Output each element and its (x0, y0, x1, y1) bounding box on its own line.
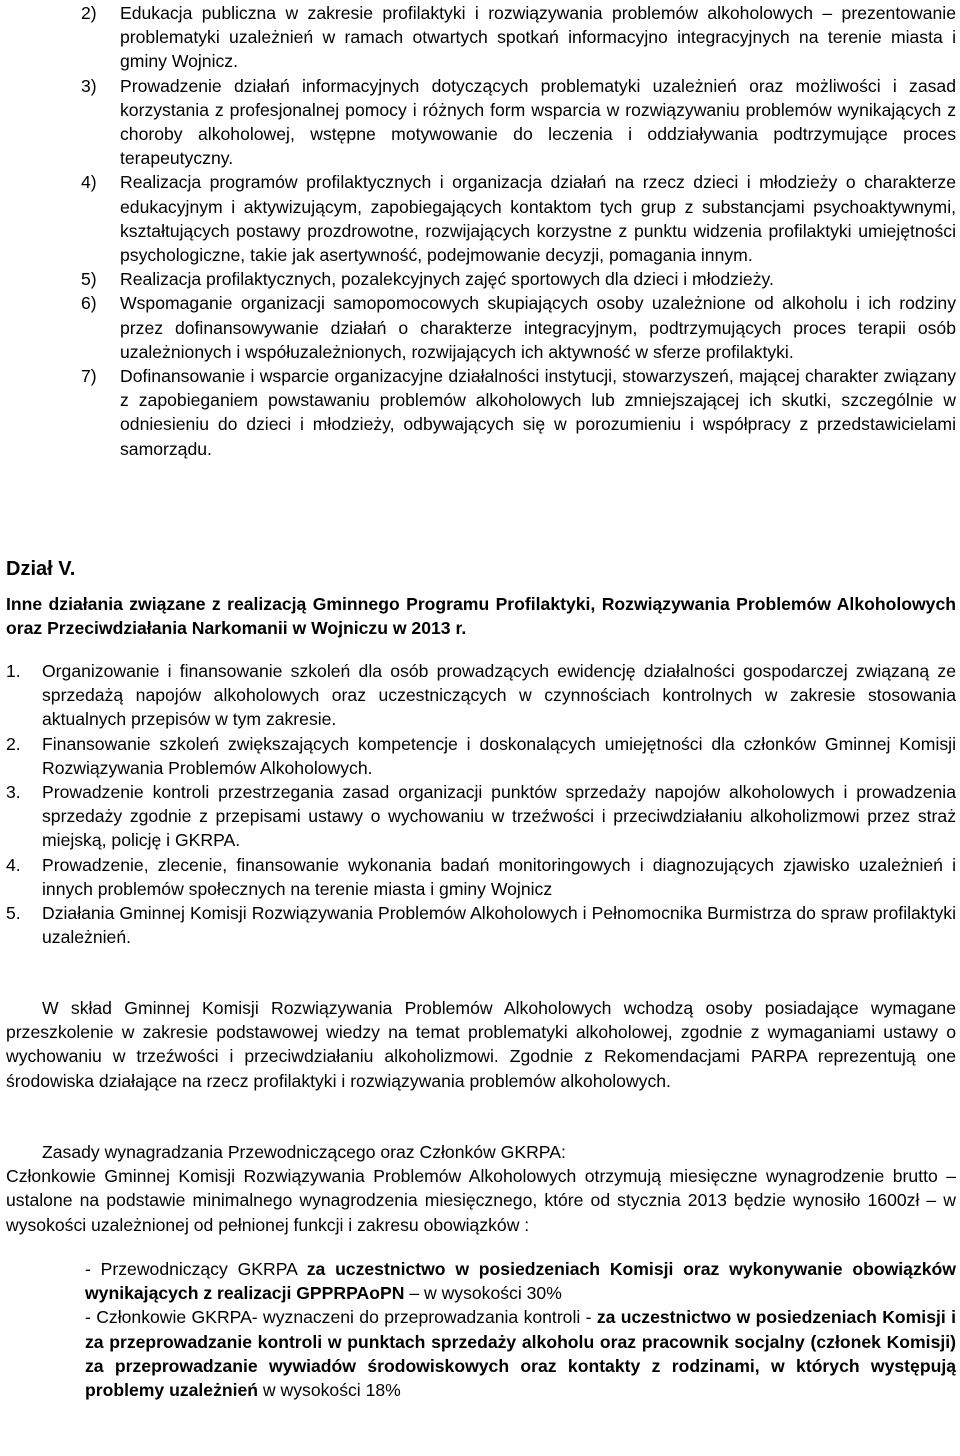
list-item (6, 901, 956, 949)
list-item (6, 853, 956, 901)
list-item-text: Realizacja programów profilaktycznych i organizacja działań na rzecz dzieci i młodzieży o charakterze edukacyjnym i aktywizującym, zapobiegających kontaktom tych grup z substancjami psychoaktywnymi, kształtujących postawy prozdrowotne, rozwijających korzystne z punktu widzenia profilaktyki umiejętności psychologiczne, takie jak asertywność, podejmowanie decyzji, pomagania innym. (120, 172, 956, 266)
list-item-number: 1. (6, 661, 21, 681)
section-title: Dział V. (6, 558, 76, 580)
list-item-number: 3. (6, 782, 21, 803)
remuneration-section (6, 1140, 956, 1237)
list-item-number: 3) (81, 75, 97, 96)
list-item-number: 2. (6, 733, 21, 754)
rate-item-tail: – w wysokości 30% (404, 1283, 562, 1304)
list-item-number: 5. (6, 903, 21, 924)
rate-item-members (6, 1305, 956, 1402)
composition-paragraph: W skład Gminnej Komisji Rozwiązywania Problemów Alkoholowych wchodzą osoby posiadające wymagane przeszkolenie w zakresie podstawowej wiedzy na temat problematyki alkoholowej, zgodnie z wymaganiami ustawy o wychowaniu w trzeźwości i przeciwdziałaniu alkoholizmowi. Zgodnie z Rekomendacjami PARPA reprezentują one środowiska działające na rzecz profilaktyki i rozwiązywania problemów alkoholowych. (6, 998, 956, 1091)
rate-item-bold: za uczestnictwo w posiedzeniach Komisji i za przeprowadzanie kontroli w punktach sprzedaży alkoholu oraz pracownik socjalny (członek Komisji) za przeprowadzanie wywiadów środowiskowych oraz kontakty z rodzinami, w których występują problemy uzależnień (85, 1307, 956, 1401)
list-item-text: Prowadzenie, zlecenie, finansowanie wykonania badań monitoringowych i diagnozujących zjawisko uzależnień i innych problemów społecznych na terenie miasta i gminy Wojnicz (42, 854, 956, 899)
list-item (6, 732, 956, 780)
rate-item-lead: - Przewodniczący GKRPA (85, 1259, 307, 1279)
composition-section (6, 996, 956, 1093)
list-item-text: Wspomaganie organizacji samopomocowych skupiających osoby uzależnione od alkoholu i ich rodziny przez dofinansowywanie działań o charakterze integracyjnym, podtrzymujących proces terapii osób uzależnionych i współuzależnionych, rozwijających ich aktywność w sferze profilaktyki. (120, 293, 956, 362)
num-list (6, 659, 956, 949)
remuneration-heading: Zasady wynagradzania Przewodniczącego oraz Członków GKRPA: (42, 1142, 566, 1162)
list-item (6, 659, 956, 732)
remuneration-body: Członkowie Gminnej Komisji Rozwiązywania Problemów Alkoholowych otrzymują miesięczne wynagrodzenie brutto – ustalone na podstawie minimalnego wynagrodzenia miesięcznego, które od stycznia 2013 będzie wynosiło 1600zł – w wysokości uzależnionej od pełnionej funkcji i zakresu obowiązków : (6, 1166, 956, 1235)
list-item (6, 267, 956, 291)
list-item-text: Realizacja profilaktycznych, pozalekcyjnych zajęć sportowych dla dzieci i młodzieży. (120, 269, 774, 290)
list-item-number: 4. (6, 854, 21, 875)
list-item-text: Prowadzenie kontroli przestrzegania zasad organizacji punktów sprzedaży napojów alkoholowych i prowadzenia sprzedaży zgodnie z przepisami ustawy o wychowaniu w trzeźwości i przeciwdziałaniu alkoholizmowi przez straż miejską, policję i GKRPA. (42, 782, 956, 851)
remuneration-rates (6, 1257, 956, 1402)
top-list (6, 1, 956, 461)
list-item (6, 291, 956, 364)
list-item-text: Prowadzenie działań informacyjnych dotyczących problematyki uzależnień oraz możliwości i zasad korzystania z profesjonalnej pomocy i różnych form wsparcia w rozwiązywaniu problemów wynikających z choroby alkoholowej, wstępne motywowanie do leczenia i oddziaływania podtrzymujące proces terapeutyczny. (120, 75, 956, 169)
list-item-number: 7) (81, 366, 97, 387)
list-item-text: Dofinansowanie i wsparcie organizacyjne działalności instytucji, stowarzyszeń, mającej charakter związany z zapobieganiem powstawaniu problemów alkoholowych lub zmniejszającej ich skutki, szczególnie w odniesieniu do dzieci i młodzieży, odbywających się w porozumieniu i współpracy z przedstawicielami samorządu. (120, 366, 956, 459)
rate-item-bold: za uczestnictwo w posiedzeniach Komisji oraz wykonywanie obowiązków wynikających z realizacji GPPRPAoPN (85, 1259, 956, 1304)
list-item-text: Organizowanie i finansowanie szkoleń dla osób prowadzących ewidencję działalności gospodarczej związaną ze sprzedażą napojów alkoholowych oraz uczestniczących w czynnościach kontrolnych w zakresie stosowania aktualnych przepisów w tym zakresie. (42, 661, 956, 730)
rate-item-tail: w wysokości 18% (258, 1380, 401, 1401)
list-item (6, 170, 956, 267)
rate-list (6, 1257, 956, 1402)
list-item (6, 364, 956, 461)
list-item-number: 4) (81, 172, 97, 193)
list-item-number: 5) (81, 269, 97, 290)
rate-item-lead: - Członkowie GKRPA- wyznaczeni do przeprowadzania kontroli - (85, 1307, 597, 1328)
top-list-section (6, 0, 956, 460)
dzial-section (6, 557, 956, 640)
list-item-text: Działania Gminnej Komisji Rozwiązywania Problemów Alkoholowych i Pełnomocnika Burmistrza do spraw profilaktyki uzależnień. (42, 903, 956, 948)
list-item (6, 780, 956, 853)
list-item-text: Finansowanie szkoleń zwiększających kompetencje i doskonalących umiejętności dla członków Gminnej Komisji Rozwiązywania Problemów Alkoholowych. (42, 733, 956, 778)
list-item (6, 1, 956, 74)
list-item-number: 6) (81, 293, 97, 314)
num-list-section (6, 659, 956, 949)
rate-item-chairman (6, 1257, 956, 1305)
list-item-number: 2) (81, 3, 97, 23)
section-subtitle: Inne działania związane z realizacją Gminnego Programu Profilaktyki, Rozwiązywania Problemów Alkoholowych oraz Przeciwdziałania Narkomanii w Wojniczu w 2013 r. (6, 594, 956, 639)
list-item (6, 74, 956, 171)
list-item-text: Edukacja publiczna w zakresie profilaktyki i rozwiązywania problemów alkoholowych – prezentowanie problematyki uzależnień w ramach otwartych spotkań informacyjno integracyjnych na terenie miasta i gminy Wojnicz. (120, 3, 956, 72)
